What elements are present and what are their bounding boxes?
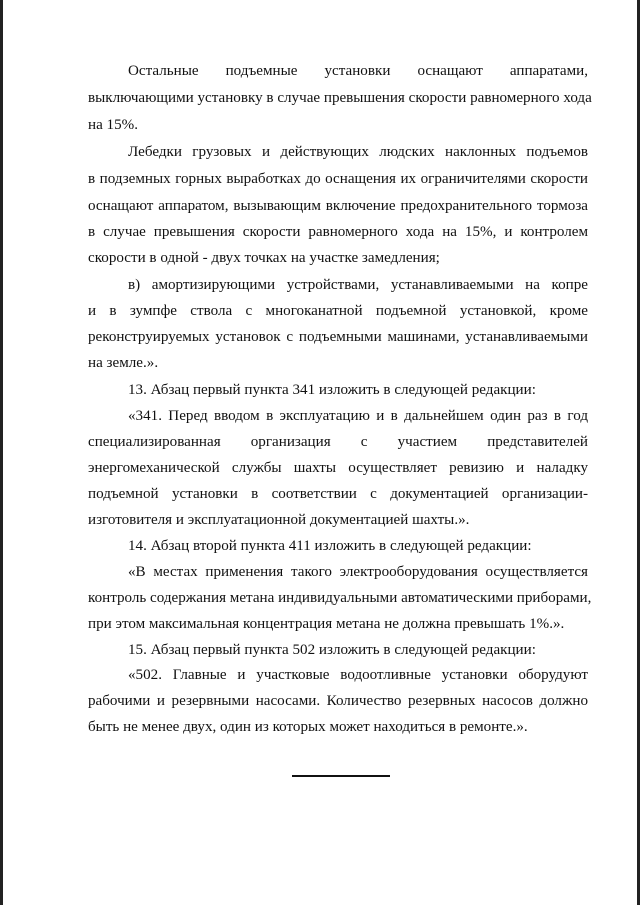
text-line: и в зумпфе ствола с многоканатной подъемной установкой, кроме <box>88 303 588 319</box>
text-line: 14. Абзац второй пункта 411 изложить в следующей редакции: <box>128 538 532 554</box>
text-line: в) амортизирующими устройствами, устанавливаемыми на копре <box>128 277 588 293</box>
text-line: специализированная организация с участием представителей <box>88 434 588 450</box>
closing-rule <box>292 775 390 777</box>
text-line: при этом максимальная концентрация метана не должна превышать 1%.». <box>88 616 565 632</box>
text-line: изготовителя и эксплуатационной документацией шахты.». <box>88 512 470 528</box>
text-line: быть не менее двух, один из которых может находиться в ремонте.». <box>88 719 528 735</box>
text-line: энергомеханической службы шахты осуществляет ревизию и наладку <box>88 460 588 476</box>
text-line: «341. Перед вводом в эксплуатацию и в дальнейшем один раз в год <box>128 408 588 424</box>
text-line: подъемной установки в соответствии с документацией организации- <box>88 486 588 502</box>
text-line: 15. Абзац первый пункта 502 изложить в следующей редакции: <box>128 642 536 658</box>
text-line: 13. Абзац первый пункта 341 изложить в следующей редакции: <box>128 382 536 398</box>
text-line: на 15%. <box>88 117 138 133</box>
text-line: выключающими установку в случае превышения скорости равномерного хода <box>88 90 592 106</box>
text-line: на земле.». <box>88 355 159 371</box>
text-line: рабочими и резервными насосами. Количество резервных насосов должно <box>88 693 588 709</box>
text-line: «502. Главные и участковые водоотливные установки оборудуют <box>128 667 588 683</box>
text-line: в случае превышения скорости равномерного хода на 15%, и контролем <box>88 224 588 240</box>
text-line: скорости в одной - двух точках на участке замедления; <box>88 250 440 266</box>
text-line: Остальные подъемные установки оснащают аппаратами, <box>128 63 588 79</box>
text-line: «В местах применения такого электрооборудования осуществляется <box>128 564 588 580</box>
text-line: Лебедки грузовых и действующих людских наклонных подъемов <box>128 144 588 160</box>
text-line: оснащают аппаратом, вызывающим включение предохранительного тормоза <box>88 198 588 214</box>
text-line: контроль содержания метана индивидуальными автоматическими приборами, <box>88 590 592 606</box>
text-line: реконструируемых установок с подъемными машинами, устанавливаемыми <box>88 329 588 345</box>
text-line: в подземных горных выработках до оснащения их ограничителями скорости <box>88 171 588 187</box>
